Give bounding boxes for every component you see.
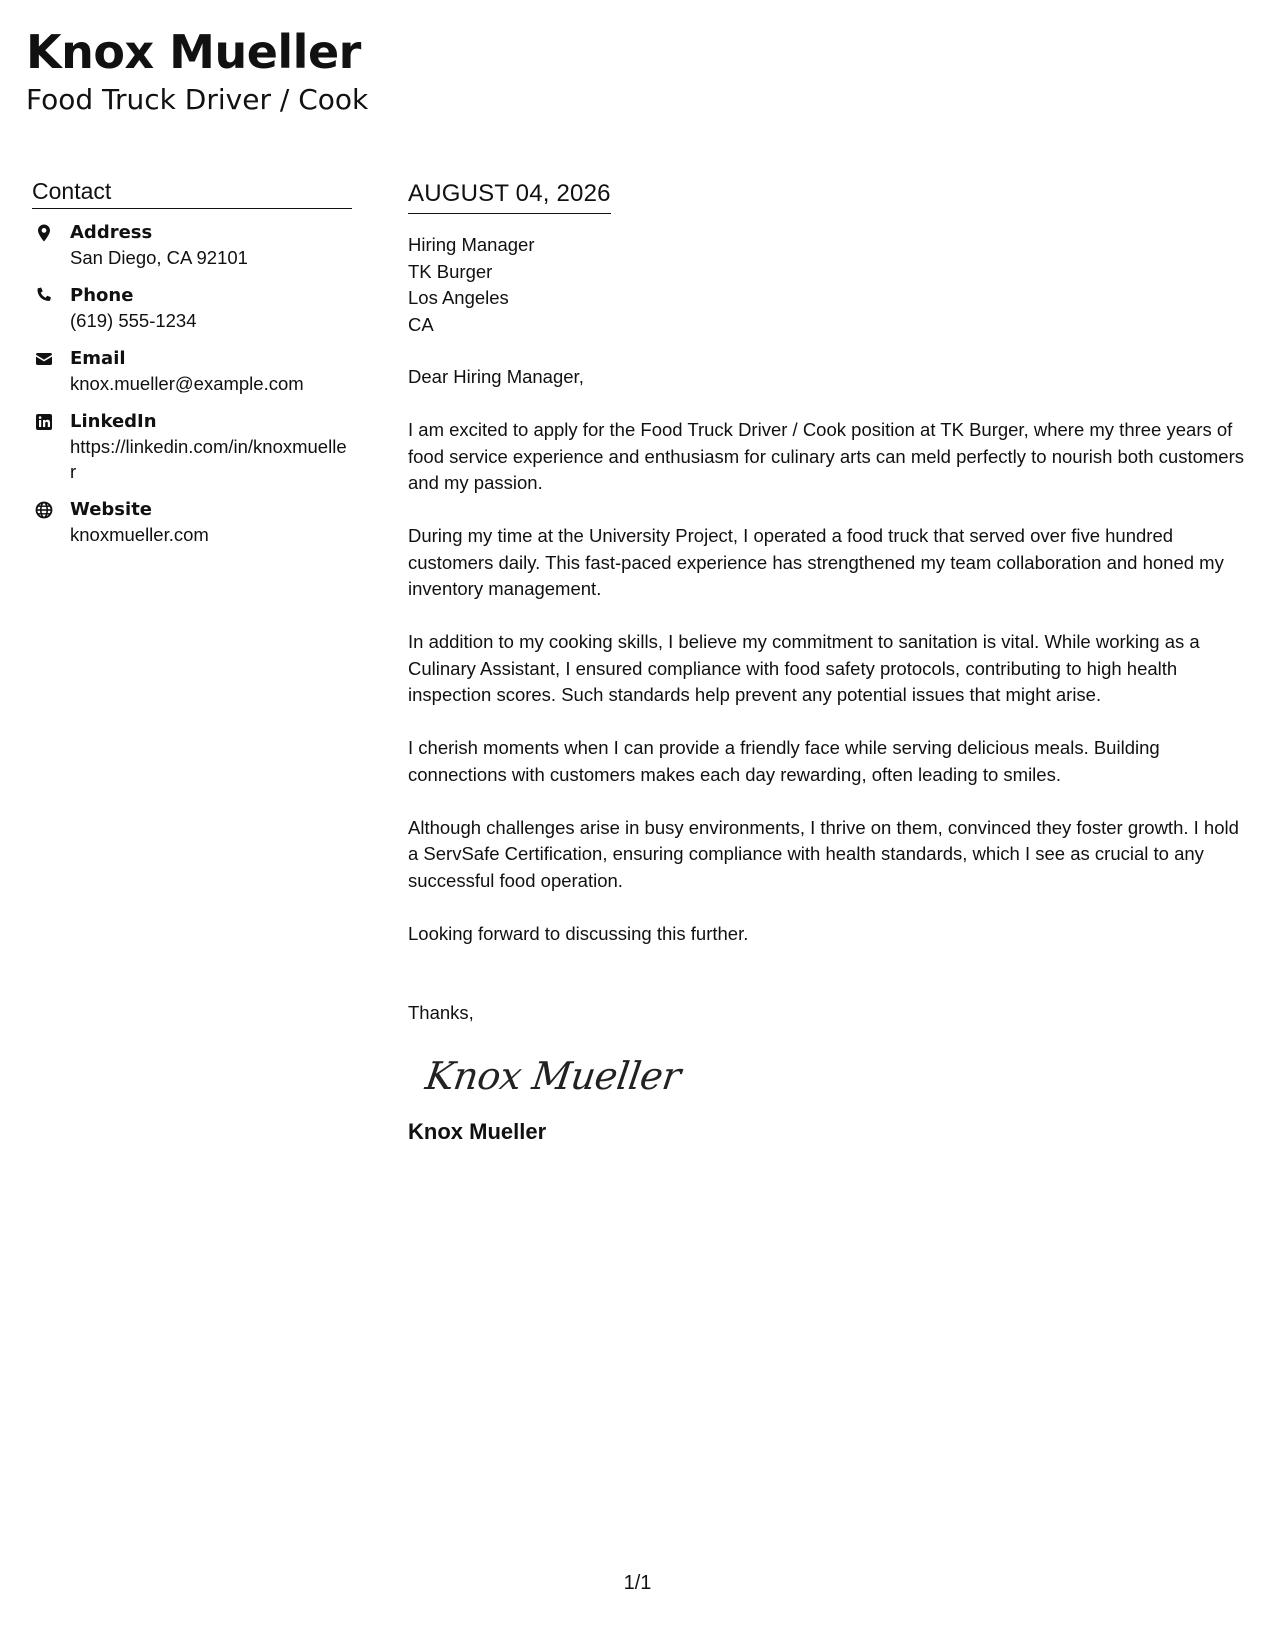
applicant-name: Knox Mueller — [26, 25, 361, 79]
letter-paragraph: During my time at the University Project, I operated a food truck that served over five hundred customers daily. This fast-paced experience has strengthened my team collaboration and honed my inventory management. — [408, 525, 1224, 599]
page-number: 1/1 — [623, 1572, 652, 1594]
contact-value-linkedin[interactable]: https://linkedin.com/in/knoxmueller — [70, 436, 347, 482]
letter-closing: Thanks, — [408, 1002, 474, 1023]
signer-name: Knox Mueller — [408, 1118, 547, 1144]
letter-greeting: Dear Hiring Manager, — [408, 366, 584, 387]
contact-heading: Contact — [32, 176, 352, 209]
globe-icon — [34, 500, 54, 520]
contact-label-linkedin: LinkedIn — [70, 411, 157, 432]
contact-label-address: Address — [70, 222, 153, 243]
contact-item-email — [32, 347, 352, 396]
recipient-line: Los Angeles — [408, 287, 509, 308]
contact-value-website[interactable]: knoxmueller.com — [70, 524, 209, 545]
contact-value-email[interactable]: knox.mueller@example.com — [70, 373, 304, 394]
contact-item-website — [32, 498, 352, 547]
linkedin-icon — [34, 412, 54, 432]
contact-item-address — [32, 221, 352, 270]
recipient-block — [408, 232, 1248, 338]
phone-icon — [34, 286, 54, 306]
contact-label-website: Website — [70, 499, 153, 520]
contact-value-phone: (619) 555-1234 — [70, 310, 197, 331]
letter-paragraph: Although challenges arise in busy environments, I thrive on them, convinced they foster growth. I hold a ServSafe Certification, ensuring compliance with health standards, which I see as crucial to any successful food operation. — [408, 816, 1239, 891]
envelope-icon — [34, 349, 54, 369]
recipient-line: TK Burger — [408, 260, 493, 282]
letter-body — [408, 178, 1248, 1147]
letter-paragraph: In addition to my cooking skills, I believe my commitment to sanitation is vital. While working as a Culinary Assistant, I ensured compliance with food safety protocols, contributing to high health inspection scores. Such standards help prevent any potential issues that might arise. — [408, 631, 1200, 705]
letter-header — [26, 22, 368, 118]
letter-paragraph: I cherish moments when I can provide a friendly face while serving delicious meals. Building connections with customers makes each day rewarding, often leading to smiles. — [408, 737, 1160, 785]
map-pin-icon — [34, 223, 54, 243]
contact-item-phone — [32, 284, 352, 333]
recipient-line: CA — [408, 313, 434, 335]
contact-label-phone: Phone — [70, 285, 134, 306]
applicant-title: Food Truck Driver / Cook — [26, 83, 369, 116]
handwritten-signature: Knox Mueller — [422, 1053, 684, 1098]
recipient-line: Hiring Manager — [408, 234, 535, 255]
letter-date: AUGUST 04, 2026 — [408, 178, 611, 214]
contact-item-linkedin — [32, 410, 352, 484]
contact-label-email: Email — [70, 348, 126, 369]
letter-paragraph: Looking forward to discussing this further. — [408, 922, 749, 944]
letter-paragraph: I am excited to apply for the Food Truck Driver / Cook position at TK Burger, where my three years of food service experience and enthusiasm for culinary arts can meld perfectly to nourish both customers and my passion. — [408, 419, 1244, 493]
contact-value-address: San Diego, CA 92101 — [70, 247, 248, 268]
contact-sidebar — [32, 176, 352, 561]
